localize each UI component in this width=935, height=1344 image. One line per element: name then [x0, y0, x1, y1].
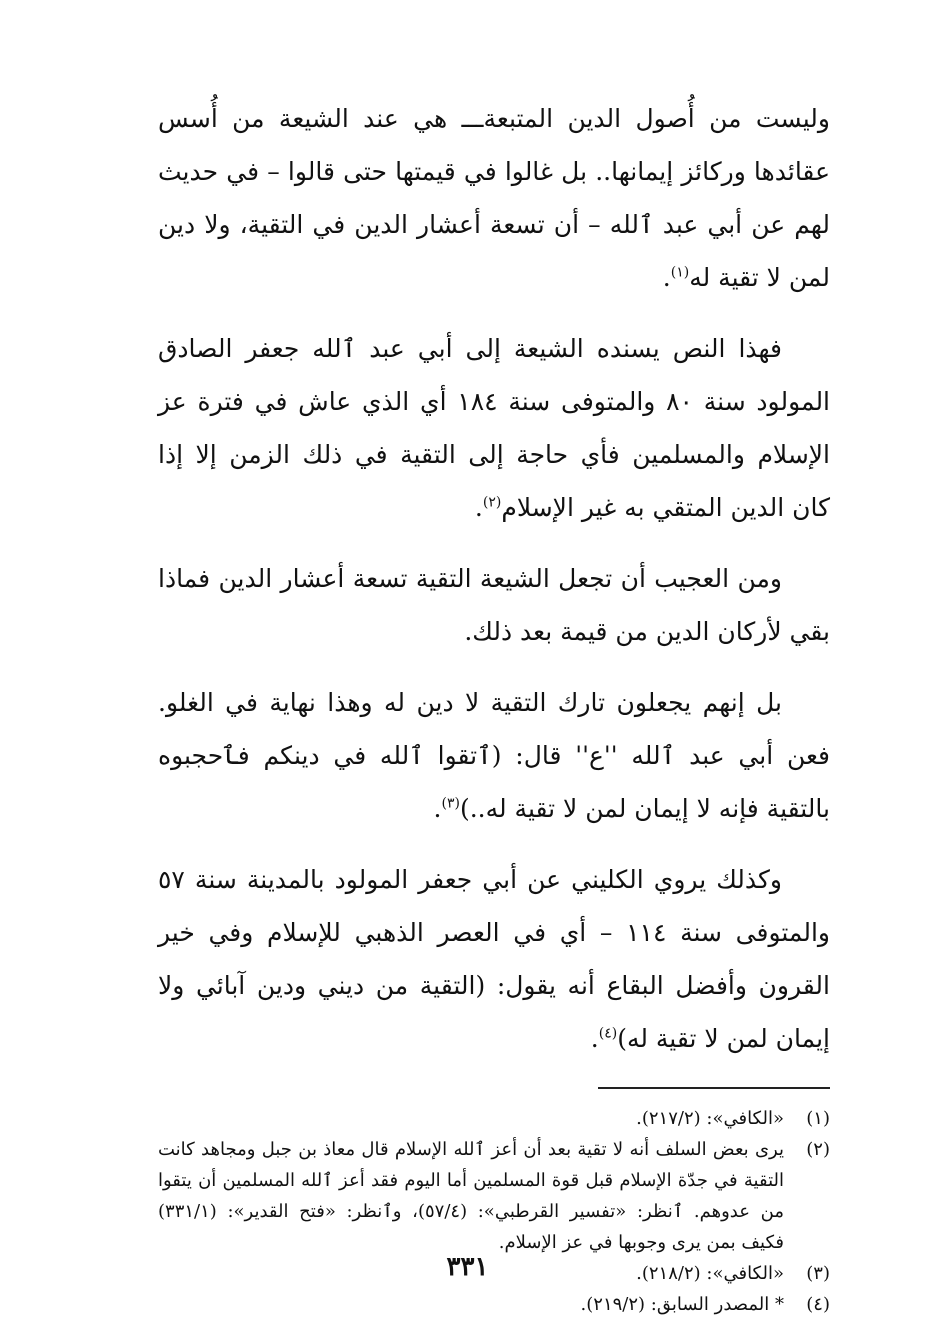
- footnote-2: [158, 1134, 830, 1258]
- footnote-text: يرى بعض السلف أنه لا تقية بعد أن أعز ٱلله الإسلام قال معاذ بن جبل ومجاهد كانت التقية في جدّة الإسلام قبل قوة المسلمين أما اليوم فقد أعز ٱلله المسلمين أن يتقوا من عدوهم. ٱنظر: «تفسير القرطبي»: (٥٧/٤)، وٱنظر: «فتح القدير»: (٣٣١/١) فكيف بمن يرى وجوبها في عز الإسلام.: [158, 1139, 784, 1253]
- paragraph-text: بل إنهم يجعلون تارك التقية لا دين له وهذا نهاية في الغلو. فعن أبي عبد ٱلله ''ع'' قال: (ٱتقوا ٱلله في دينكم فٱحجبوه بالتقية فإنه لا إيمان لمن لا تقية له..): [158, 688, 830, 823]
- page-number: ٣٣١: [446, 1252, 489, 1282]
- footnote-text: * المصدر السابق: (٢١٩/٢).: [580, 1294, 784, 1315]
- footnote-separator: [598, 1087, 830, 1089]
- paragraph-end: .: [662, 263, 671, 292]
- footnote-number: (٢): [806, 1139, 830, 1160]
- book-page: [158, 92, 830, 1320]
- footnote-number: (٣): [806, 1263, 830, 1284]
- body-text: [158, 92, 830, 1065]
- paragraph-text: وليست من أُصول الدين المتبعةـــ هي عند الشيعة من أُسس عقائدها وركائز إيمانها.. بل غالوا في قيمتها حتى قالوا – في حديث لهم عن أبي عبد ٱلله – أن تسعة أعشار الدين في التقية، ولا دين لمن لا تقية له: [158, 104, 830, 292]
- paragraph-2: [158, 322, 830, 534]
- paragraph-4: [158, 676, 830, 835]
- footnote-number: (٤): [806, 1294, 830, 1315]
- footnote-ref-2: (٢): [482, 494, 502, 511]
- paragraph-end: .: [433, 794, 442, 823]
- paragraph-text: ومن العجيب أن تجعل الشيعة التقية تسعة أعشار الدين فماذا بقي لأركان الدين من قيمة بعد ذلك.: [158, 564, 830, 646]
- footnote-4: [158, 1289, 830, 1320]
- paragraph-5: [158, 853, 830, 1065]
- paragraph-text: وكذلك يروي الكليني عن أبي جعفر المولود بالمدينة سنة ٥٧ والمتوفى سنة ١١٤ – أي في العصر الذهبي للإسلام وفي خير القرون وأفضل البقاع أنه يقول: (التقية من ديني ودين آبائي ولا إيمان لمن لا تقية له): [158, 865, 830, 1053]
- paragraph-text: فهذا النص يسنده الشيعة إلى أبي عبد ٱلله جعفر الصادق المولود سنة ٨٠ والمتوفى سنة ١٨٤ أي الذي عاش في فترة عز الإسلام والمسلمين فأي حاجة إلى التقية في ذلك الزمن إلا إذا كان الدين المتقي به غير الإسلام: [158, 334, 831, 522]
- paragraph-end: .: [590, 1024, 599, 1053]
- footnote-number: (١): [806, 1108, 830, 1129]
- footnote-text: «الكافي»: (٢١٨/٢).: [636, 1263, 784, 1284]
- footnote-1: [158, 1103, 830, 1134]
- paragraph-1: [158, 92, 830, 304]
- footnote-ref-3: (٣): [441, 795, 460, 812]
- footnote-ref-1: (١): [670, 264, 690, 281]
- footnote-ref-4: (٤): [598, 1025, 618, 1042]
- paragraph-3: [158, 552, 830, 658]
- paragraph-end: .: [474, 493, 483, 522]
- footnote-text: «الكافي»: (٢١٧/٢).: [636, 1108, 784, 1129]
- footnotes: [158, 1103, 830, 1320]
